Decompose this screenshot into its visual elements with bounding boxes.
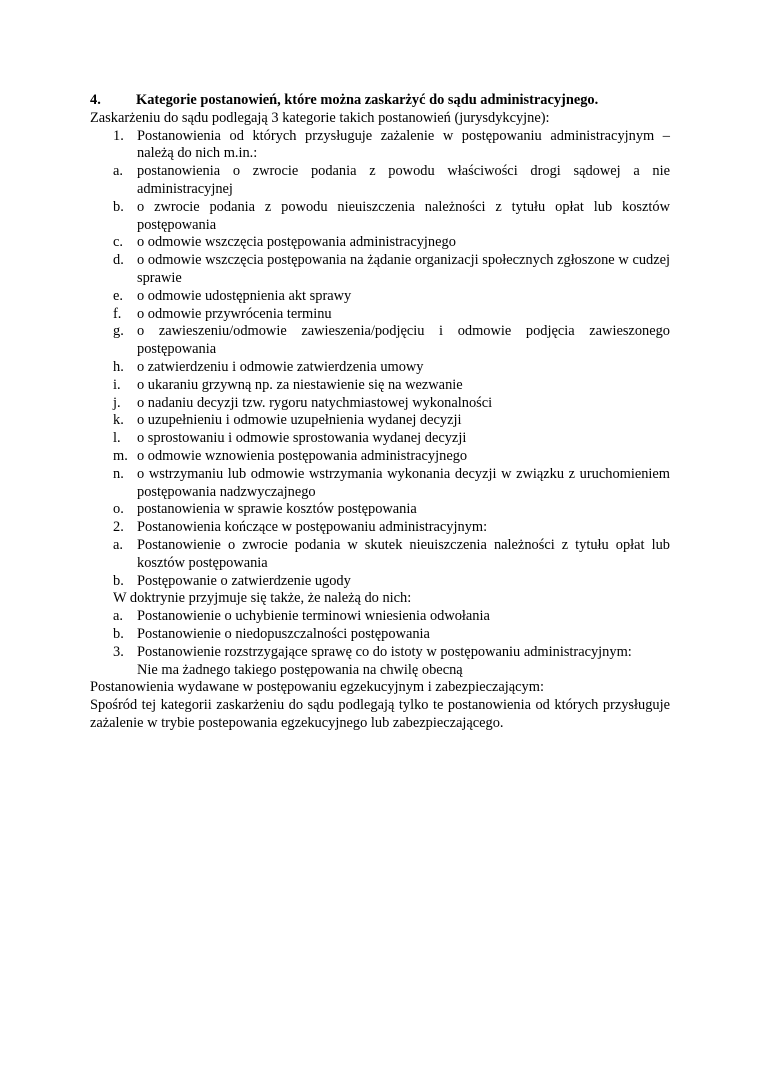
list-text: Postanowienie o zwrocie podania w skutek nieuiszczenia należności z tytułu opłat lub kosztów postępowania [137,536,670,571]
list-marker: f. [113,305,122,322]
list-marker: 2. [113,519,124,536]
list-item [90,608,670,626]
list-text: postanowienia w sprawie kosztów postępowania [137,501,417,518]
list-text: o wstrzymaniu lub odmowie wstrzymania wykonania decyzji w związku z uruchomieniem postępowania nadzwyczajnego [137,465,670,500]
list-item [90,199,670,235]
list-marker: 1. [113,127,124,144]
category-3-note: Nie ma żadnego takiego postępowania na chwilę obecną [137,661,463,678]
list-item [90,448,670,466]
list-text: Postanowienia kończące w postępowaniu administracyjnym: [137,519,488,536]
section-heading [90,92,670,110]
list-item [90,412,670,430]
list-text: postanowienia o zwrocie podania z powodu właściwości drogi sądowej a nie administracyjnej [137,163,670,197]
section-number: 4. [90,92,101,108]
list-marker: b. [113,625,124,642]
list-text: o nadaniu decyzji tzw. rygoru natychmiastowej wykonalności [137,394,493,411]
enforcement-heading: Postanowienia wydawane w postępowaniu egzekucyjnym i zabezpieczającym: [90,679,544,696]
list-marker: d. [113,252,124,269]
category-3 [90,644,670,662]
list-text: o zwrocie podania z powodu nieuiszczenia należności z tytułu opłat lub kosztów postępowania [137,198,670,233]
list-marker: h. [113,358,124,375]
list-item [90,323,670,359]
list-marker: k. [113,412,124,429]
list-item [90,377,670,395]
list-marker: b. [113,572,124,589]
list-text: o odmowie wszczęcia postępowania administracyjnego [137,234,456,251]
list-marker: n. [113,465,124,482]
list-marker: j. [113,394,121,411]
list-text: Postanowienia od których przysługuje zażalenie w postępowaniu administracyjnym – należą do nich m.in.: [137,127,670,162]
list-marker: l. [113,430,121,447]
list-marker: a. [113,163,123,180]
list-item [90,395,670,413]
list-marker: m. [113,447,128,464]
list-text: Postanowienie rozstrzygające sprawę co do istoty w postępowaniu administracyjnym: [137,643,632,660]
list-marker: o. [113,501,124,518]
list-marker: 3. [113,643,124,660]
section-title: Kategorie postanowień, które można zaskarżyć do sądu administracyjnego. [136,92,599,108]
list-item [90,234,670,252]
list-text: o odmowie wznowienia postępowania administracyjnego [137,447,468,464]
list-marker: a. [113,608,123,625]
list-item [90,501,670,519]
list-marker: g. [113,323,124,340]
list-text: o zatwierdzeniu i odmowie zatwierdzenia umowy [137,358,424,375]
document-body [90,92,670,733]
list-marker: c. [113,234,123,251]
list-text: o uzupełnieniu i odmowie uzupełnienia wydanej decyzji [137,412,462,429]
list-item [90,359,670,377]
list-text: Postanowienie o niedopuszczalności postępowania [137,625,430,642]
list-text: o ukaraniu grzywną np. za niestawienie się na wezwanie [137,376,463,393]
list-text: o odmowie wszczęcia postępowania na żądanie organizacji społecznych zgłoszone w cudzej sprawie [137,252,670,286]
list-text: o odmowie przywrócenia terminu [137,305,332,322]
list-text: o odmowie udostępnienia akt sprawy [137,287,352,304]
list-text: Postanowienie o uchybienie terminowi wniesienia odwołania [137,608,490,625]
list-text: o sprostowaniu i odmowie sprostowania wydanej decyzji [137,430,467,447]
list-item [90,430,670,448]
doctrine-note: W doktrynie przyjmuje się także, że należą do nich: [113,590,412,607]
list-item [90,573,670,591]
list-item [90,306,670,324]
intro-paragraph: Zaskarżeniu do sądu podlegają 3 kategorie takich postanowień (jurysdykcyjne): [90,109,550,126]
list-marker: i. [113,376,121,393]
list-text: o zawieszeniu/odmowie zawieszenia/podjęciu i odmowie podjęcia zawieszonego postępowania [137,323,670,358]
category-2 [90,519,670,537]
list-item [90,163,670,199]
enforcement-paragraph: Spośród tej kategorii zaskarżeniu do sądu podlegają tylko te postanowienia od których przysługuje zażalenie w trybie postepowania egzekucyjnego lub zabezpieczającego. [90,697,670,731]
list-text: Postępowanie o zatwierdzenie ugody [137,572,351,589]
list-item [90,626,670,644]
list-marker: b. [113,198,124,215]
list-item [90,466,670,502]
list-marker: a. [113,536,123,553]
list-item [90,537,670,573]
list-marker: e. [113,287,123,304]
list-item [90,288,670,306]
category-1 [90,128,670,164]
list-item [90,252,670,288]
